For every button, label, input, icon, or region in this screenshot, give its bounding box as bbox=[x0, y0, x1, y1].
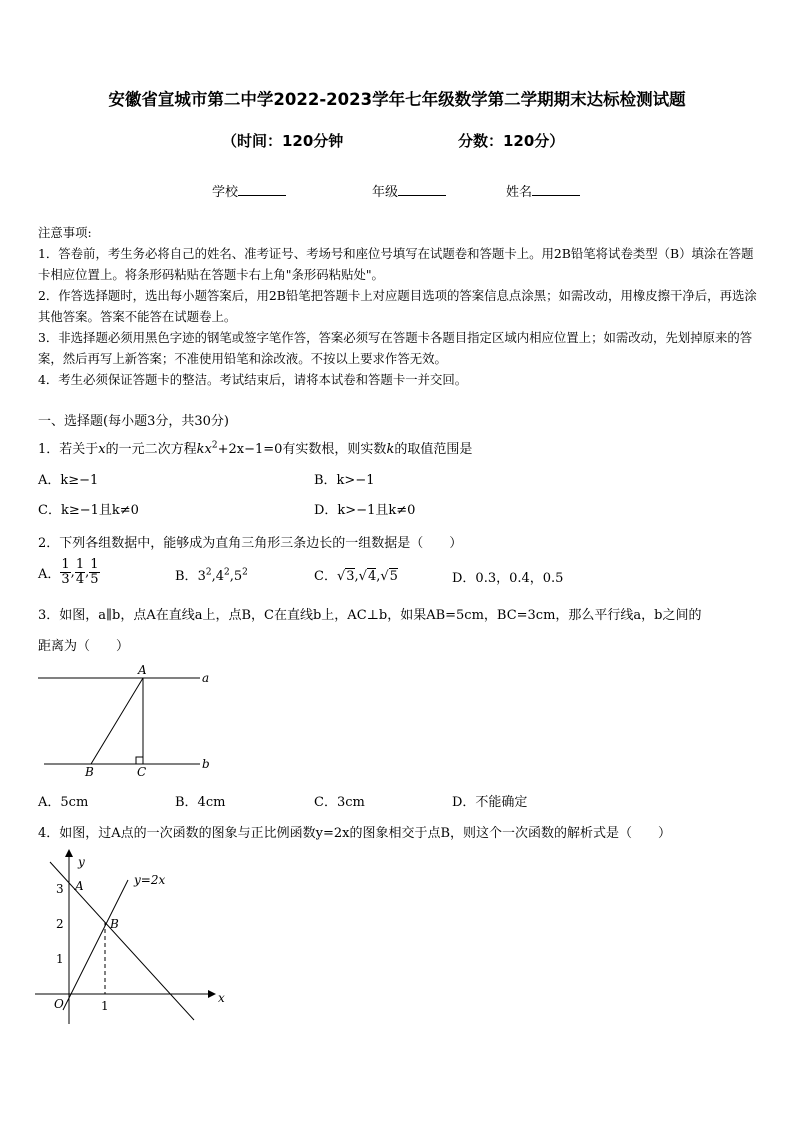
note-1: 1．答卷前，考生务必将自己的姓名、准考证号、考场号和座位号填写在试题卷和答题卡上。用2B铅笔将试卷类型（B）填涂在答题卡相应位置上。将条形码粘贴在答题卡右上角"条形码粘贴处"。 bbox=[38, 246, 754, 282]
notes-heading: 注意事项: bbox=[38, 225, 92, 240]
q2-option-b: B．$3^2,4^2,5^2$ bbox=[175, 567, 248, 584]
note-4: 4．考生必须保证答题卡的整洁。考试结束后，请将本试卷和答题卡一并交回。 bbox=[38, 372, 468, 387]
tick-label-2: 2 bbox=[56, 917, 64, 931]
q1-var-x: x bbox=[98, 442, 106, 457]
label-line-b: b bbox=[202, 757, 210, 771]
radicand: 4 bbox=[367, 569, 377, 584]
q2-a-label: A． bbox=[38, 566, 61, 582]
section-heading: 一、选择题(每小题3分，共30分) bbox=[38, 414, 229, 429]
fraction-1-3 bbox=[60, 558, 70, 587]
q2-b-label: B． bbox=[175, 569, 198, 584]
question-4-stem: 4．如图，过A点的一次函数的图象与正比例函数y=2x的图象相交于点B，则这个一次函数的解析式是（ ） bbox=[38, 826, 672, 841]
frac-den: 4 bbox=[75, 571, 85, 587]
label-x-axis: x bbox=[218, 991, 225, 1005]
q2-c-label: C． bbox=[314, 569, 337, 584]
label-line-y-2x: y=2x bbox=[134, 873, 166, 887]
q4-figure bbox=[30, 842, 240, 1032]
base: 3 bbox=[197, 569, 206, 584]
q1-var-k: k bbox=[386, 442, 395, 457]
q3-figure bbox=[30, 660, 230, 785]
question-1-stem bbox=[38, 438, 472, 457]
line-through-a bbox=[50, 862, 194, 1020]
label-point-a: A bbox=[75, 879, 84, 893]
base: 5 bbox=[233, 569, 243, 584]
q1-eq-kx: kx bbox=[196, 442, 212, 457]
q3-option-a: A．5cm bbox=[38, 795, 89, 810]
radicand: 3 bbox=[346, 569, 355, 584]
frac-den: 5 bbox=[90, 571, 99, 587]
label-point-b: B bbox=[110, 917, 119, 931]
q1-option-c: C．k≥−1且k≠0 bbox=[38, 503, 139, 518]
grade-label: 年级 bbox=[372, 185, 399, 200]
school-label: 学校 bbox=[212, 185, 239, 200]
q3-option-b: B．4cm bbox=[175, 795, 226, 810]
q1-eq-square: 2 bbox=[211, 440, 218, 451]
grade-field bbox=[372, 181, 446, 200]
q2-option-a: A． $\frac{1}{3}$ , $\frac{1}{4}$ , $\frac{1}{5}$ bbox=[38, 556, 99, 587]
exponent: 2 bbox=[224, 567, 230, 578]
label-origin: O bbox=[54, 997, 64, 1011]
school-field bbox=[212, 181, 286, 200]
tick-label-1: 1 bbox=[56, 952, 64, 966]
grade-blank bbox=[398, 183, 446, 196]
exam-score: 分数：120分） bbox=[458, 132, 565, 150]
q1-eq-rest: +2x−1=0 bbox=[217, 442, 283, 457]
tick-label-x1: 1 bbox=[101, 999, 109, 1013]
exam-time: （时间：120分钟 bbox=[222, 132, 344, 150]
q3-option-c: C．3cm bbox=[314, 795, 365, 810]
label-y-axis: y bbox=[78, 855, 85, 869]
right-angle-mark bbox=[136, 757, 143, 764]
question-3-stem-line2: 距离为（ ） bbox=[38, 639, 130, 654]
radicand: 5 bbox=[389, 569, 398, 584]
exponent: 2 bbox=[205, 567, 212, 578]
label-line-a: a bbox=[202, 671, 210, 685]
q2-option-c: C．√3,√4,√5 bbox=[314, 569, 398, 584]
note-3: 3．非选择题必须用黑色字迹的钢笔或签字笔作答，答案必须写在答题卡各题目指定区域内相应位置上；如需改动，先划掉原来的答案，然后再写上新答案；不准使用铅笔和涂改液。不按以上要求作答无效。 bbox=[38, 330, 753, 366]
q1-text-mid1: 的一元二次方程 bbox=[105, 442, 197, 457]
tick-label-3: 3 bbox=[56, 882, 64, 896]
label-point-b: B bbox=[85, 765, 94, 779]
q3-option-d: D．不能确定 bbox=[452, 795, 528, 810]
frac-den: 3 bbox=[61, 571, 70, 587]
fraction-1-5 bbox=[89, 558, 99, 587]
label-point-c: C bbox=[137, 765, 147, 779]
school-blank bbox=[238, 183, 286, 196]
note-2: 2．作答选择题时，选出每小题答案后，用2B铅笔把答题卡上对应题目选项的答案信息点涂黑；如需改动，用橡皮擦干净后，再选涂其他答案。答案不能答在试题卷上。 bbox=[38, 288, 757, 324]
frac-num: 1 bbox=[90, 556, 99, 572]
q1-option-d: D．k>−1且k≠0 bbox=[314, 503, 416, 518]
base: 4 bbox=[215, 569, 224, 584]
q1-option-b: B．k>−1 bbox=[314, 473, 375, 488]
segment-ab bbox=[91, 678, 143, 764]
name-field bbox=[506, 181, 580, 200]
frac-num: 1 bbox=[75, 556, 85, 572]
name-label: 姓名 bbox=[506, 185, 533, 200]
q1-text-mid2: 有实数根，则实数 bbox=[282, 442, 387, 457]
q2-option-d: D．0.3，0.4，0.5 bbox=[452, 571, 564, 586]
q1-option-a: A．k≥−1 bbox=[38, 473, 99, 488]
line-y-2x bbox=[63, 880, 128, 1010]
exponent: 2 bbox=[242, 567, 248, 578]
frac-num: 1 bbox=[61, 556, 70, 572]
fraction-1-4 bbox=[75, 558, 85, 587]
label-point-a: A bbox=[138, 663, 147, 677]
name-blank bbox=[532, 183, 580, 196]
q1-text-pre: 1．若关于 bbox=[38, 442, 99, 457]
question-2-stem: 2．下列各组数据中，能够成为直角三角形三条边长的一组数据是（ ） bbox=[38, 536, 463, 551]
question-3-stem-line1: 3．如图，a∥b，点A在直线a上，点B，C在直线b上，AC⊥b，如果AB=5cm，BC=3cm，那么平行线a，b之间的 bbox=[38, 608, 702, 623]
q1-text-post: 的取值范围是 bbox=[394, 442, 473, 457]
page-title: 安徽省宣城市第二中学2022-2023学年七年级数学第二学期期末达标检测试题 bbox=[108, 90, 686, 109]
